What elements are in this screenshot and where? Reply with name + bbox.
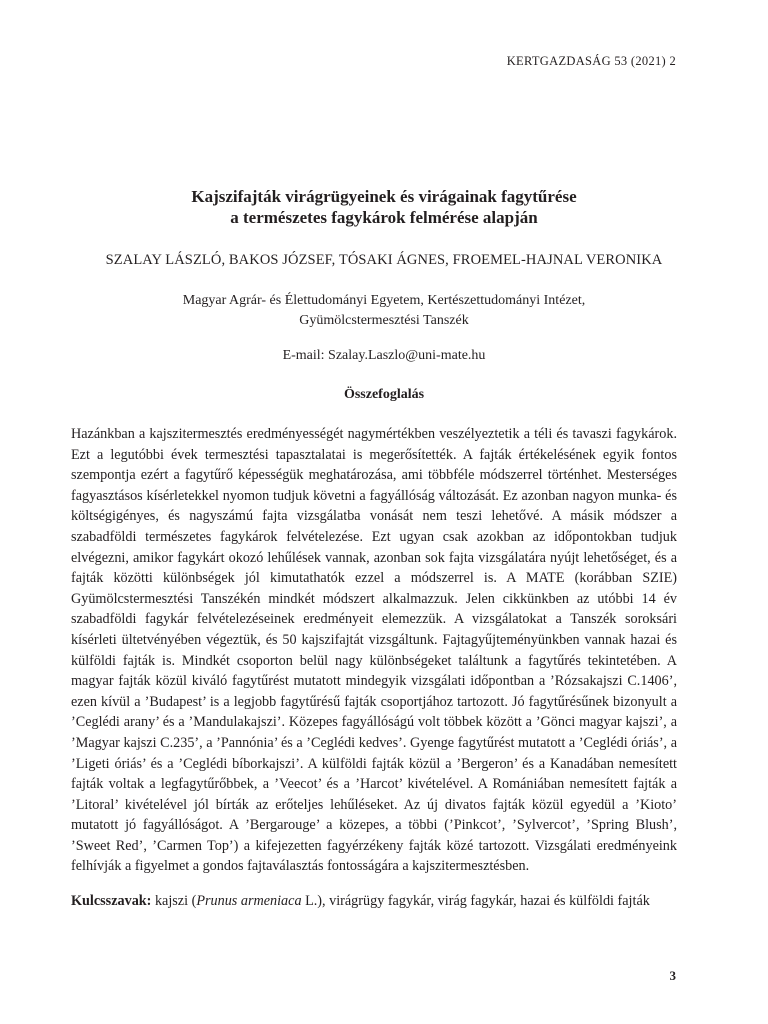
keywords-line bbox=[71, 891, 691, 911]
contact-email: E-mail: Szalay.Laszlo@uni-mate.hu bbox=[282, 348, 486, 363]
keywords-pre: kajszi ( bbox=[151, 893, 197, 909]
affiliation-line-2: Gyümölcstermesztési Tanszék bbox=[299, 313, 469, 328]
article-title bbox=[0, 186, 768, 228]
title-line-1: Kajszifajták virágrügyeinek és virágainak fagytűrése bbox=[191, 187, 577, 206]
keywords-label: Kulcsszavak: bbox=[71, 893, 152, 909]
affiliation-line-1: Magyar Agrár- és Élettudományi Egyetem, Kertészettudományi Intézet, bbox=[182, 293, 586, 308]
author-list: SZALAY LÁSZLÓ, BAKOS JÓZSEF, TÓSAKI ÁGNES, FROEMEL-HAJNAL VERONIKA bbox=[105, 252, 663, 268]
title-line-2: a természetes fagykárok felmérése alapján bbox=[230, 208, 538, 227]
keywords-species: Prunus armeniaca bbox=[196, 893, 302, 909]
affiliation bbox=[0, 291, 768, 331]
running-head: KERTGAZDASÁG 53 (2021) 2 bbox=[506, 54, 676, 68]
keywords-post: L.), virágrügy fagykár, virág fagykár, hazai és külföldi fajták bbox=[301, 893, 650, 909]
abstract-body: Hazánkban a kajszitermesztés eredményességét nagymértékben veszélyeztetik a téli és tavaszi fagykárok. Ezt a legutóbbi évek termesztési tapasztalatai is megerősítették. A fajták értékelésének egyik fontos szempontja ezért a fagytűrő képességük meghatározása, ami többféle módszerrel történhet. Mesterséges fagyasztásos kísérletekkel nyomon tudjuk követni a fagyállóság változását. Ez azonban nagyon munka- és költségigényes, és nagyszámú fajta vizsgálatba vonását nem teszi lehetővé. A másik módszer a szabadföldi természetes fagykárok felvételezése. Ezt ugyan csak azokban az időpontokban tudjuk elvégezni, amikor fagykárt okozó lehűlések vannak, azonban sok fajta vizsgálatára nyújt lehetőséget, és a fajták közötti különbségek jól kimutathatók ezzel a módszerrel is. A MATE (korábban SZIE) Gyümölcstermesztési Tanszékén mindkét módszert alkalmazzuk. Jelen cikkünkben az utóbbi 14 év szabadföldi fagykár felvételezéseinek eredményeit elemezzük. A vizsgálatokat a Tanszék soroksári kísérleti ültetvényében végeztük, és 50 kajszifajtát vizsgáltunk. Fajtagyűjteményünkben vannak hazai és külföldi fajták is. Mindkét csoporton belül nagy különbségeket találtunk a fagytűrés tekintetében. A magyar fajták közül kiváló fagytűrést mutatott mindegyik vizsgálati időpontban a ’Rózsakajszi C.1406’, ezen kívül a ’Budapest’ is a legjobb fagytűrésű fajták csoportjához tartozott. Jó fagytűrésűnek bizonyult a ’Ceglédi arany’ és a ’Mandulakajszi’. Közepes fagyállóságú volt többek között a ’Gönci magyar kajszi’, a ’Magyar kajszi C.235’, a ’Pannónia’ és a ’Ceglédi kedves’. Gyenge fagytűrést mutatott a ’Ceglédi óriás’, a ’Ligeti óriás’ és a ’Ceglédi bíborkajszi’. A külföldi fajták közül a ’Bergeron’ és a Kanadában nemesített fajták voltak a legfagytűrőbbek, a ’Veecot’ és a ’Harcot’ kivételével. A Romániában nemesített fajták a ’Litoral’ kivételével jól bírták az erőteljes lehűléseket. Az új divatos fajták közül egyedül a ’Kioto’ mutatott jó fagyállóságot. A ’Bergarouge’ a közepes, a többi (’Pinkcot’, ’Sylvercot’, ’Spring Blush’, ’Sweet Red’, ’Carmen Top’) a kifejezetten fagyérzékeny fajták közé tartozott. Vizsgálati eredményeink felhívják a figyelmet a gondos fajtaválasztás fontosságára a kajszitermesztésben. bbox=[71, 426, 677, 875]
abstract-heading: Összefoglalás bbox=[343, 387, 425, 402]
page-number: 3 bbox=[669, 968, 676, 983]
